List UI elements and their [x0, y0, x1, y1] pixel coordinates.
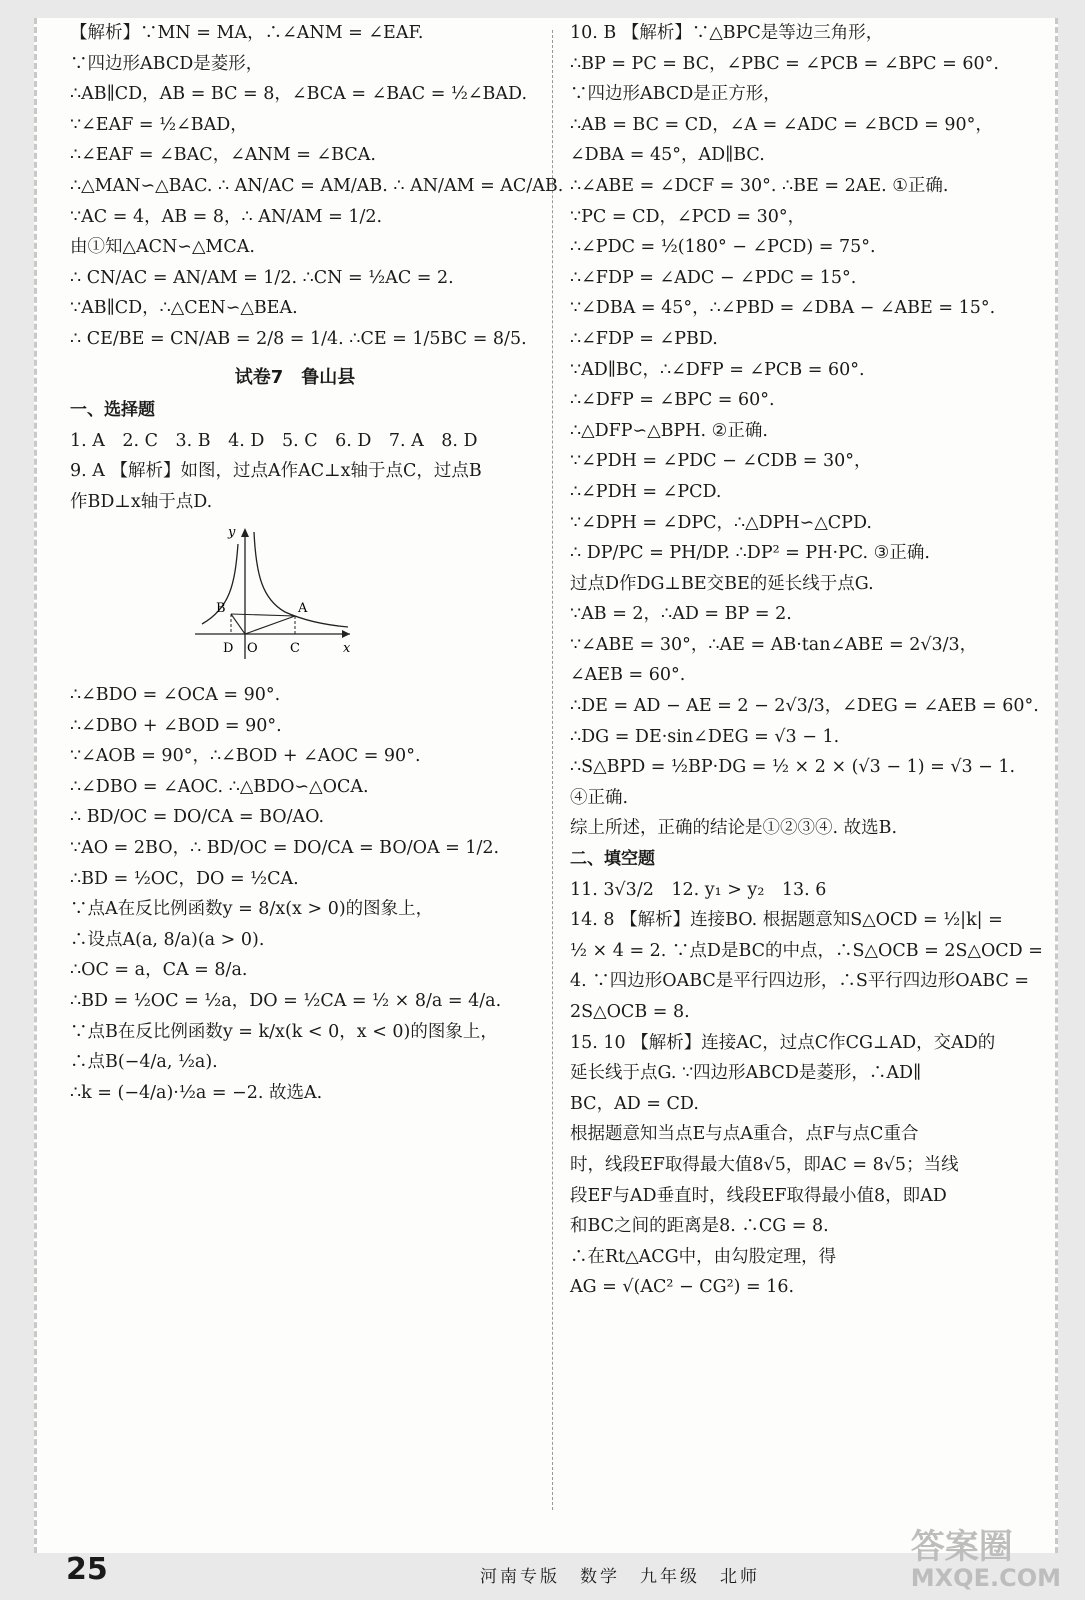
solution-line: 由①知△ACN∽△MCA.	[70, 237, 255, 258]
solution-line: 作BD⊥x轴于点D.	[70, 491, 213, 512]
solution-line: ∴∠BDO = ∠OCA = 90°.	[70, 685, 281, 706]
graph-svg	[190, 524, 360, 664]
x-arrow-icon	[342, 630, 350, 638]
solution-line: 【解析】∵MN = MA，∴∠ANM = ∠EAF.	[70, 23, 424, 43]
solution-line: ∵∠ABE = 30°，∴AE = AB·tan∠ABE = 2√3/3，	[570, 634, 978, 655]
solution-line: ∵AB∥CD，∴△CEN∽△BEA.	[70, 298, 298, 319]
solution-line: ∵四边形ABCD是菱形，	[70, 53, 264, 74]
page-number: 25	[66, 1552, 108, 1587]
section-heading-fill: 二、填空题	[570, 849, 655, 870]
solution-line: ∴BP = PC = BC，∠PBC = ∠PCB = ∠BPC = 60°.	[570, 53, 999, 74]
watermark-url: MXQE.COM	[910, 1564, 1061, 1592]
solution-line: ½ × 4 = 2. ∵点D是BC的中点，∴S△OCB = 2S△OCD =	[570, 940, 1043, 961]
solution-line: 15. 10 【解析】连接AC，过点C作CG⊥AD，交AD的	[570, 1032, 996, 1053]
solution-line: BC，AD = CD.	[570, 1093, 699, 1114]
column-divider	[552, 30, 553, 1510]
solution-line: ∴DG = DE·sin∠DEG = √3 − 1.	[570, 726, 840, 747]
label-y: y	[228, 524, 236, 540]
solution-line: ∴∠DBO = ∠AOC. ∴△BDO∽△OCA.	[70, 776, 369, 797]
solution-line: ∴△DFP∽△BPH. ②正确.	[570, 420, 768, 441]
page-footer	[0, 1527, 1085, 1600]
solution-line: ∴设点A(a, 8/a)(a > 0).	[70, 929, 265, 950]
y-arrow-icon	[241, 528, 249, 537]
label-b: B	[216, 600, 226, 616]
solution-line: 延长线于点G. ∵四边形ABCD是菱形，∴AD∥	[570, 1063, 922, 1084]
solution-line: AG = √(AC² − CG²) = 16.	[570, 1277, 795, 1298]
solution-line: 2S△OCB = 8.	[570, 1002, 690, 1022]
solution-line: ∴∠FDP = ∠ADC − ∠PDC = 15°.	[570, 267, 857, 288]
solution-line: 综上所述，正确的结论是①②③④. 故选B.	[570, 818, 898, 839]
segment-ab	[231, 614, 295, 616]
solution-line: ∴∠PDH = ∠PCD.	[570, 481, 722, 502]
solution-line: 段EF与AD垂直时，线段EF取得最小值8，即AD	[570, 1185, 947, 1206]
solution-line: ∵点A在反比例函数y = 8/x(x > 0)的图象上，	[70, 899, 434, 920]
solution-line: ∵∠PDH = ∠PDC − ∠CDB = 30°，	[570, 451, 872, 472]
solution-line: ④正确.	[570, 787, 629, 808]
watermark-title: 答案圈	[910, 1527, 1013, 1567]
solution-line: ∵四边形ABCD是正方形，	[570, 84, 781, 105]
solution-line: 10. B 【解析】∵△BPC是等边三角形，	[570, 23, 884, 43]
solution-line: ∴∠FDP = ∠PBD.	[570, 328, 718, 349]
right-column	[570, 18, 1043, 1303]
solution-line: ∴DE = AD − AE = 2 − 2√3/3，∠DEG = ∠AEB = 60°.	[570, 696, 1039, 717]
solution-line: ∵AB = 2，∴AD = BP = 2.	[570, 604, 792, 625]
fill-answers: 11. 3√3/2 12. y₁ > y₂ 13. 6	[570, 879, 827, 900]
solution-line: ∵∠EAF = ½∠BAD，	[70, 114, 248, 135]
solution-line: ∴在Rt△ACG中，由勾股定理，得	[570, 1246, 837, 1267]
solution-line: ∵AC = 4，AB = 8，∴ AN/AM = 1/2.	[70, 206, 383, 227]
solution-line: ∴BD = ½OC，DO = ½CA.	[70, 868, 299, 889]
label-c: C	[290, 640, 300, 656]
choice-answers: 1. A 2. C 3. B 4. D 5. C 6. D 7. A 8. D	[70, 430, 478, 451]
solution-line: 根据题意知当点E与点A重合，点F与点C重合	[570, 1124, 919, 1145]
solution-line: ∴ CN/AC = AN/AM = 1/2. ∴CN = ½AC = 2.	[70, 267, 454, 288]
solution-line: ∴AB∥CD，AB = BC = 8，∠BCA = ∠BAC = ½∠BAD.	[70, 84, 528, 105]
solution-line: ∴k = (−4/a)·½a = −2. 故选A.	[70, 1082, 323, 1103]
solution-line: 过点D作DG⊥BE交BE的延长线于点G.	[570, 573, 874, 594]
label-d: D	[223, 640, 234, 656]
solution-line: ∴∠DFP = ∠BPC = 60°.	[570, 390, 775, 411]
exam-title: 试卷7 鲁山县	[234, 366, 356, 388]
solution-line: ∵AO = 2BO，∴ BD/OC = DO/CA = BO/OA = 1/2.	[70, 838, 500, 859]
solution-line: 和BC之间的距离是8. ∴CG = 8.	[570, 1216, 829, 1237]
solution-line: ∴∠ABE = ∠DCF = 30°. ∴BE = 2AE. ①正确.	[570, 175, 949, 196]
solution-line: ∴∠DBO + ∠BOD = 90°.	[70, 715, 282, 736]
solution-line: 4. ∵四边形OABC是平行四边形，∴S平行四边形OABC =	[570, 971, 1030, 992]
solution-line: ∵∠DBA = 45°，∴∠PBD = ∠DBA − ∠ABE = 15°.	[570, 298, 996, 319]
solution-line: ∠AEB = 60°.	[570, 665, 686, 686]
watermark-logo	[910, 1527, 1061, 1592]
solution-line: ∴BD = ½OC = ½a，DO = ½CA = ½ × 8/a = 4/a.	[70, 991, 502, 1012]
solution-line: ∴S△BPD = ½BP·DG = ½ × 2 × (√3 − 1) = √3 − 1.	[570, 757, 1016, 778]
solution-line: ∴ CE/BE = CN/AB = 2/8 = 1/4. ∴CE = 1/5BC = 8/5.	[70, 328, 527, 349]
solution-line: ∴ DP/PC = PH/DP. ∴DP² = PH·PC. ③正确.	[570, 543, 930, 564]
solution-line: ∠DBA = 45°，AD∥BC.	[570, 145, 765, 166]
solution-line: ∵∠AOB = 90°，∴∠BOD + ∠AOC = 90°.	[70, 746, 421, 767]
solution-line: ∵点B在反比例函数y = k/x(k < 0，x < 0)的图象上，	[70, 1021, 498, 1042]
solution-line: ∵AD∥BC，∴∠DFP = ∠PCB = 60°.	[570, 359, 865, 380]
solution-line: 时，线段EF取得最大值8√5，即AC = 8√5；当线	[570, 1154, 959, 1175]
solution-line: ∴AB = BC = CD，∠A = ∠ADC = ∠BCD = 90°，	[570, 114, 993, 135]
label-o: O	[247, 640, 258, 656]
solution-line: ∴ BD/OC = DO/CA = BO/AO.	[70, 807, 325, 828]
label-a: A	[298, 600, 308, 616]
segment-bo	[231, 614, 245, 634]
section-heading-choice: 一、选择题	[70, 400, 155, 421]
solution-line: 14. 8 【解析】连接BO. 根据题意知S△OCD = ½|k| =	[570, 910, 1003, 931]
footer-edition: 河南专版 数学 九年级 北师	[480, 1567, 760, 1587]
label-x: x	[343, 640, 351, 656]
solution-line: 9. A 【解析】如图，过点A作AC⊥x轴于点C，过点B	[70, 461, 482, 482]
solution-line: ∴△MAN∽△BAC. ∴ AN/AC = AM/AB. ∴ AN/AM = AC/AB.	[70, 175, 564, 196]
left-column	[70, 18, 564, 1108]
solution-line: ∴OC = a，CA = 8/a.	[70, 960, 248, 981]
solution-line: ∵PC = CD，∠PCD = 30°，	[570, 206, 806, 227]
solution-line: ∵∠DPH = ∠DPC，∴△DPH∽△CPD.	[570, 512, 872, 533]
solution-line: ∴点B(−4/a, ½a).	[70, 1052, 218, 1073]
solution-line: ∴∠PDC = ½(180° − ∠PCD) = 75°.	[570, 237, 876, 258]
hyperbola-figure	[190, 524, 520, 675]
solution-line: ∴∠EAF = ∠BAC，∠ANM = ∠BCA.	[70, 145, 376, 166]
segment-oa	[245, 616, 295, 634]
